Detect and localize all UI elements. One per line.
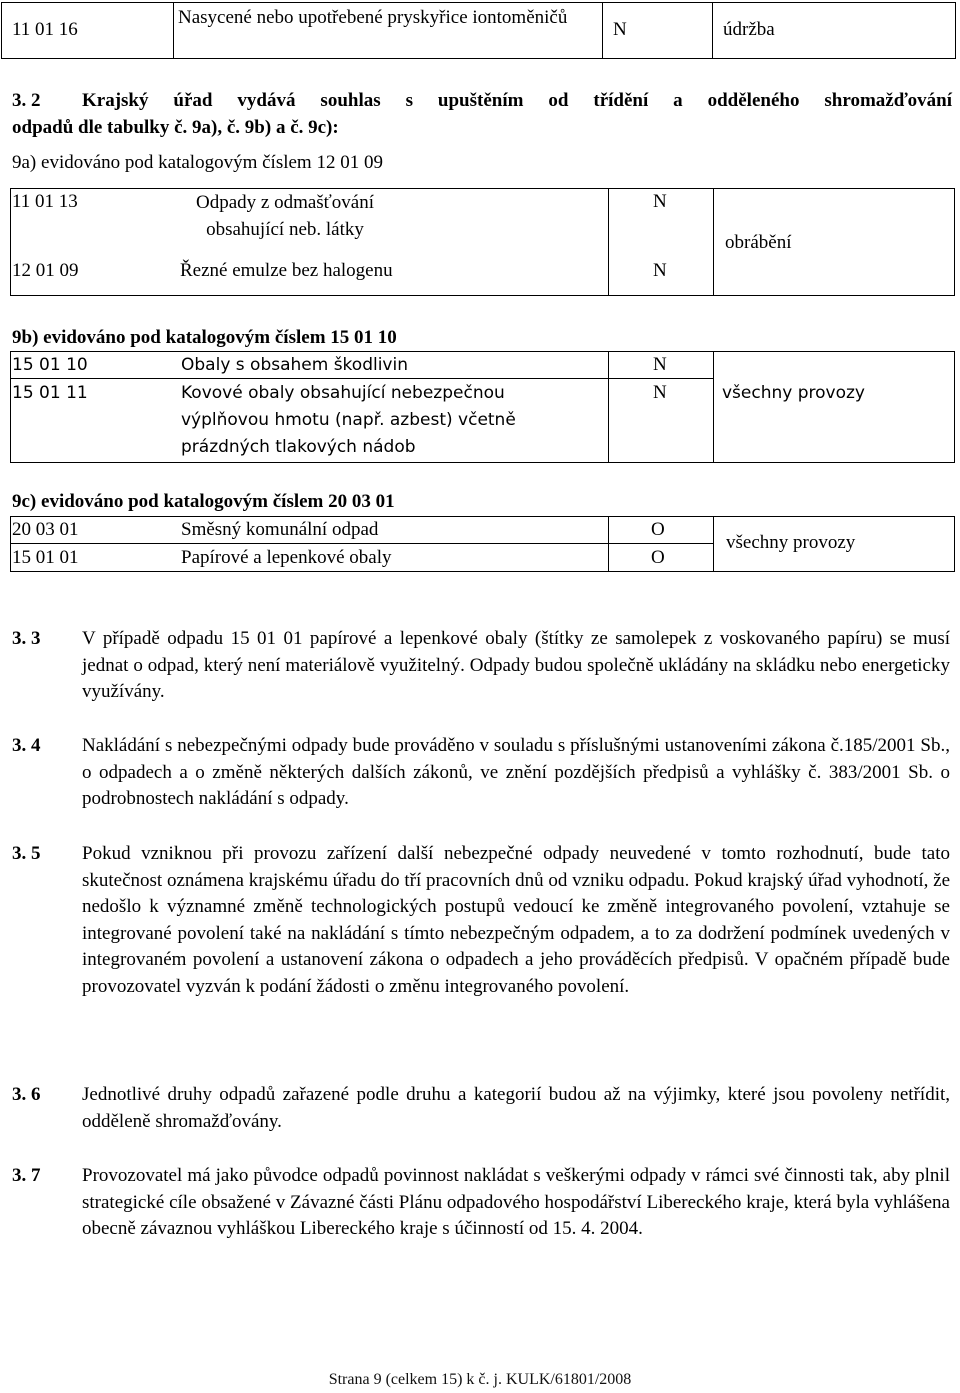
waste-operation: všechny provozy bbox=[722, 383, 865, 403]
waste-name: Odpady z odmašťování obsahující neb. látky bbox=[195, 192, 375, 240]
section-3-2-line1: Krajský úřad vydává souhlas s upuštěním od třídění a odděleného shromažďování bbox=[82, 90, 952, 111]
waste-code: 15 01 11 bbox=[12, 383, 88, 403]
table-9b-heading: 9b) evidováno pod katalogovým číslem 15 01 10 bbox=[12, 327, 397, 348]
section-number-3-5: 3. 5 bbox=[12, 843, 41, 864]
waste-category: N bbox=[653, 382, 667, 403]
table-9c bbox=[10, 516, 955, 572]
waste-category: N bbox=[653, 191, 667, 212]
waste-category: N bbox=[653, 260, 667, 281]
waste-code: 20 03 01 bbox=[12, 519, 79, 540]
table-9a-heading: 9a) evidováno pod katalogovým číslem 12 01 09 bbox=[12, 152, 383, 173]
waste-code: 15 01 10 bbox=[12, 355, 88, 375]
section-3-3-text: V případě odpadu 15 01 01 papírové a lepenkové obaly (štítky ze samolepek z voskovaného papíru) se musí jednat o odpad, který není materiálově využitelný. Odpady budou společně ukládány na skládku nebo energeticky využívány. bbox=[82, 628, 950, 702]
waste-name: Směsný komunální odpad bbox=[181, 519, 379, 540]
table-9c-divider bbox=[713, 516, 714, 572]
waste-code: 11 01 16 bbox=[2, 3, 174, 59]
waste-category: N bbox=[603, 3, 713, 59]
section-number-3-2: 3. 2 bbox=[12, 90, 41, 111]
table-9a bbox=[10, 188, 955, 296]
section-3-5-text: Pokud vzniknou při provozu zařízení další nebezpečné odpady neuvedené v tomto rozhodnutí, bude tato skutečnost oznámena krajskému úřadu do tří pracovních dnů od vzniku odpadu. Pokud krajský úřad vyhodnotí, že nedošlo k významné změně technologických postupů vedoucí ke změně integrovaného povolení, vztahuje se integrované povolení také na nakládání s tímto nebezpečným odpadem, a to za dodržení podmínek uvedených v integrovaném povolení a ustanovení zákona o odpadech a jeho prováděcích předpisů. V opačném případě bude provozovatel vyzván k podání žádosti o změnu integrovaného povolení. bbox=[82, 843, 950, 997]
waste-name: Obaly s obsahem škodlivin bbox=[181, 355, 408, 375]
section-number-3-3: 3. 3 bbox=[12, 628, 41, 649]
waste-code: 12 01 09 bbox=[12, 260, 79, 281]
waste-name: Nasycené nebo upotřebené pryskyřice iontoměničů bbox=[174, 3, 603, 59]
table-9c-divider bbox=[608, 516, 609, 572]
waste-category: N bbox=[653, 354, 667, 375]
section-number-3-4: 3. 4 bbox=[12, 735, 41, 756]
table-9b-divider bbox=[713, 351, 714, 463]
section-3-7-text: Provozovatel má jako původce odpadů povinnost nakládat s veškerými odpady v rámci své činnosti tak, aby plnil strategické cíle obsažené v Závazné části Plánu odpadového hospodářství Libereckého kraje, která byla vyhlášena obecně závaznou vyhláškou Libereckého kraje s účinností od 15. 4. 2004. bbox=[82, 1165, 950, 1239]
table-9b-divider bbox=[608, 351, 609, 463]
top-waste-table bbox=[1, 2, 956, 59]
waste-operation: údržba bbox=[713, 3, 956, 59]
waste-name: Papírové a lepenkové obaly bbox=[181, 547, 392, 568]
waste-category: O bbox=[651, 519, 665, 540]
table-9a-divider bbox=[713, 188, 714, 296]
table-9a-divider bbox=[608, 188, 609, 296]
waste-operation: všechny provozy bbox=[726, 532, 856, 553]
waste-name: Kovové obaly obsahující nebezpečnou výplňovou hmotu (např. azbest) včetně prázdných tlakových nádob bbox=[181, 383, 516, 457]
section-3-4-text: Nakládání s nebezpečnými odpady bude prováděno v souladu s příslušnými ustanoveními zákona č.185/2001 Sb., o odpadech a o změně některých dalších zákonů, ve znění pozdějších předpisů a vyhlášky č. 383/2001 Sb. o podrobnostech nakládání s odpady. bbox=[82, 735, 950, 809]
page-footer: Strana 9 (celkem 15) k č. j. KULK/61801/2008 bbox=[328, 1371, 632, 1388]
table-9b bbox=[10, 351, 955, 463]
section-number-3-7: 3. 7 bbox=[12, 1165, 41, 1186]
table-9a-box bbox=[10, 188, 955, 296]
waste-operation: obrábění bbox=[725, 232, 792, 253]
waste-code: 15 01 01 bbox=[12, 547, 79, 568]
table-row bbox=[2, 3, 956, 59]
section-3-6-text: Jednotlivé druhy odpadů zařazené podle druhu a kategorií budou až na výjimky, které jsou povoleny netřídit, odděleně shromažďovány. bbox=[82, 1084, 950, 1132]
waste-code: 11 01 13 bbox=[12, 191, 78, 212]
table-9c-heading: 9c) evidováno pod katalogovým číslem 20 03 01 bbox=[12, 491, 395, 512]
waste-category: O bbox=[651, 547, 665, 568]
section-3-2-line2: odpadů dle tabulky č. 9a), č. 9b) a č. 9c): bbox=[12, 117, 339, 138]
section-number-3-6: 3. 6 bbox=[12, 1084, 41, 1105]
waste-name: Řezné emulze bez halogenu bbox=[180, 260, 393, 281]
